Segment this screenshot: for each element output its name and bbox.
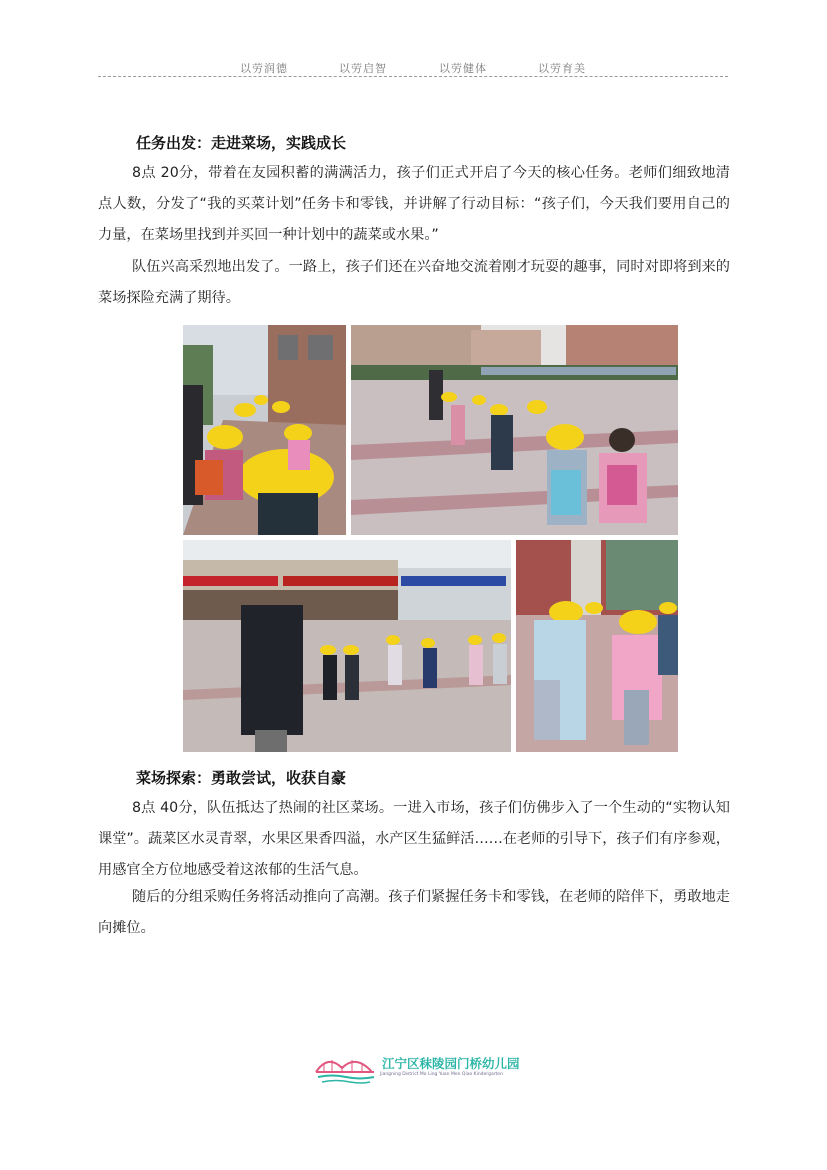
header-item-4: 以劳育美	[538, 62, 586, 75]
section-heading-departure: 任务出发：走进菜场，实践成长	[136, 134, 347, 152]
photo-market-front	[183, 540, 511, 752]
header-item-1: 以劳润德	[240, 62, 288, 75]
paragraph-market-2: 随后的分组采购任务将活动推向了高潮。孩子们紧握任务卡和零钱，在老师的陪伴下，勇敢地走向摊位。	[98, 889, 730, 936]
page-header	[98, 58, 728, 77]
school-name-en: Jiangning District Mo Ling Yuan Men Qiao Kindergarten	[380, 1072, 503, 1077]
bridge-logo-icon	[312, 1050, 378, 1088]
header-item-3: 以劳健体	[439, 62, 487, 75]
paragraph-departure-2: 队伍兴高采烈地出发了。一路上，孩子们还在兴奋地交流着刚才玩耍的趣事，同时对即将到来的菜场探险充满了期待。	[98, 259, 730, 306]
photo-children-closeup	[516, 540, 678, 752]
section-heading-market: 菜场探索：勇敢尝试，收获自豪	[136, 769, 347, 787]
paragraph-market-1: 8点 40分，队伍抵达了热闹的社区菜场。一进入市场，孩子们仿佛步入了一个生动的“实物认知课堂”。蔬菜区水灵青翠，水果区果香四溢，水产区生猛鲜活……在老师的引导下，孩子们有序参观，用感官全方位地感受着这浓郁的生活气息。	[98, 800, 730, 878]
header-item-2: 以劳启智	[339, 62, 387, 75]
photo-plaza-group	[351, 325, 678, 535]
paragraph-departure-1: 8点 20分，带着在友园积蓄的满满活力，孩子们正式开启了今天的核心任务。老师们细致地清点人数，分发了“我的买菜计划”任务卡和零钱，并讲解了行动目标：“孩子们，今天我们要用自己的力量，在菜场里找到并买回一种计划中的蔬菜或水果。”	[98, 165, 730, 243]
photo-street-walk	[183, 325, 346, 535]
school-name: 江宁区秣陵园门桥幼儿园	[382, 1056, 520, 1071]
school-logo	[312, 1050, 522, 1088]
